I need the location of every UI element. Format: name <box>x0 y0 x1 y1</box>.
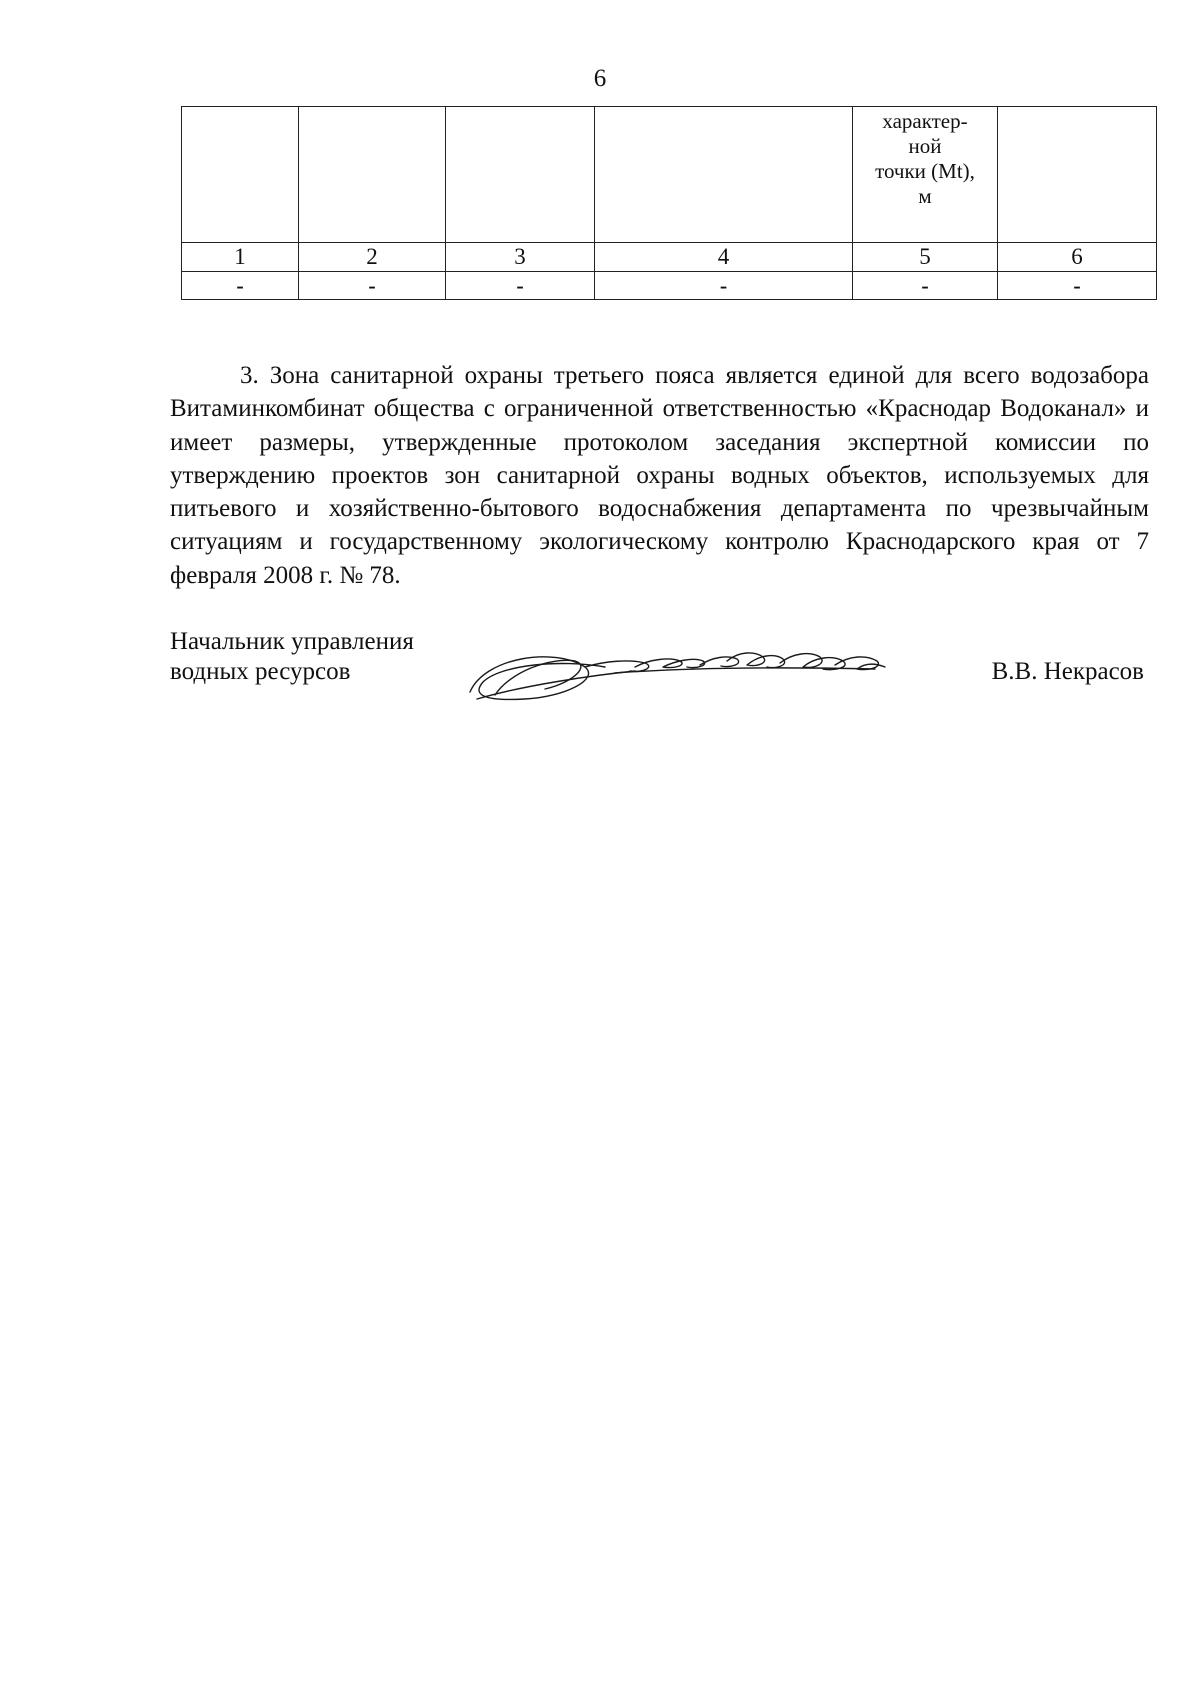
header-cell-2 <box>299 107 446 243</box>
signature-block <box>170 627 1150 717</box>
number-cell: 6 <box>998 243 1157 272</box>
table-cell: - <box>446 272 595 300</box>
header-cell-4 <box>595 107 853 243</box>
header-cell-1 <box>182 107 299 243</box>
table-cell: - <box>595 272 853 300</box>
header-cell-5-text: характер- ной точки (Mt), м <box>875 109 975 208</box>
number-cell: 5 <box>853 243 998 272</box>
number-cell: 4 <box>595 243 853 272</box>
page-number: 6 <box>593 65 607 92</box>
table-cell: - <box>853 272 998 300</box>
header-cell-6 <box>998 107 1157 243</box>
table-cell: - <box>182 272 299 300</box>
number-cell: 2 <box>299 243 446 272</box>
header-cell-3 <box>446 107 595 243</box>
position-line-1: Начальник управления <box>170 628 414 655</box>
table-cell: - <box>299 272 446 300</box>
table-row <box>182 272 1157 300</box>
header-cell-5 <box>853 107 998 243</box>
signatory-name: В.В. Некрасов <box>991 658 1144 685</box>
body-paragraph: 3. Зона санитарной охраны третьего пояса является единой для всего водозабора Витаминкомбинат общества с ограниченной ответственностью «Краснодар Водоканал» и имеет размеры, утвержденные протоколом заседания экспертной комиссии по утверждению проектов зон санитарной охраны водных объектов, используемых для питьевого и хозяйственно-бытового водоснабжения департамента по чрезвычайным ситуациям и государственному экологическому контролю Краснодарского края от 7 февраля 2008 г. № 78. <box>170 362 1149 589</box>
table-header-row <box>182 107 1157 243</box>
handwritten-signature-icon <box>465 637 890 707</box>
number-cell: 3 <box>446 243 595 272</box>
table-number-row <box>182 243 1157 272</box>
continuation-table <box>181 106 1157 300</box>
signatory-position <box>170 627 470 687</box>
table-cell: - <box>998 272 1157 300</box>
number-cell: 1 <box>182 243 299 272</box>
position-line-2: водных ресурсов <box>170 658 351 685</box>
